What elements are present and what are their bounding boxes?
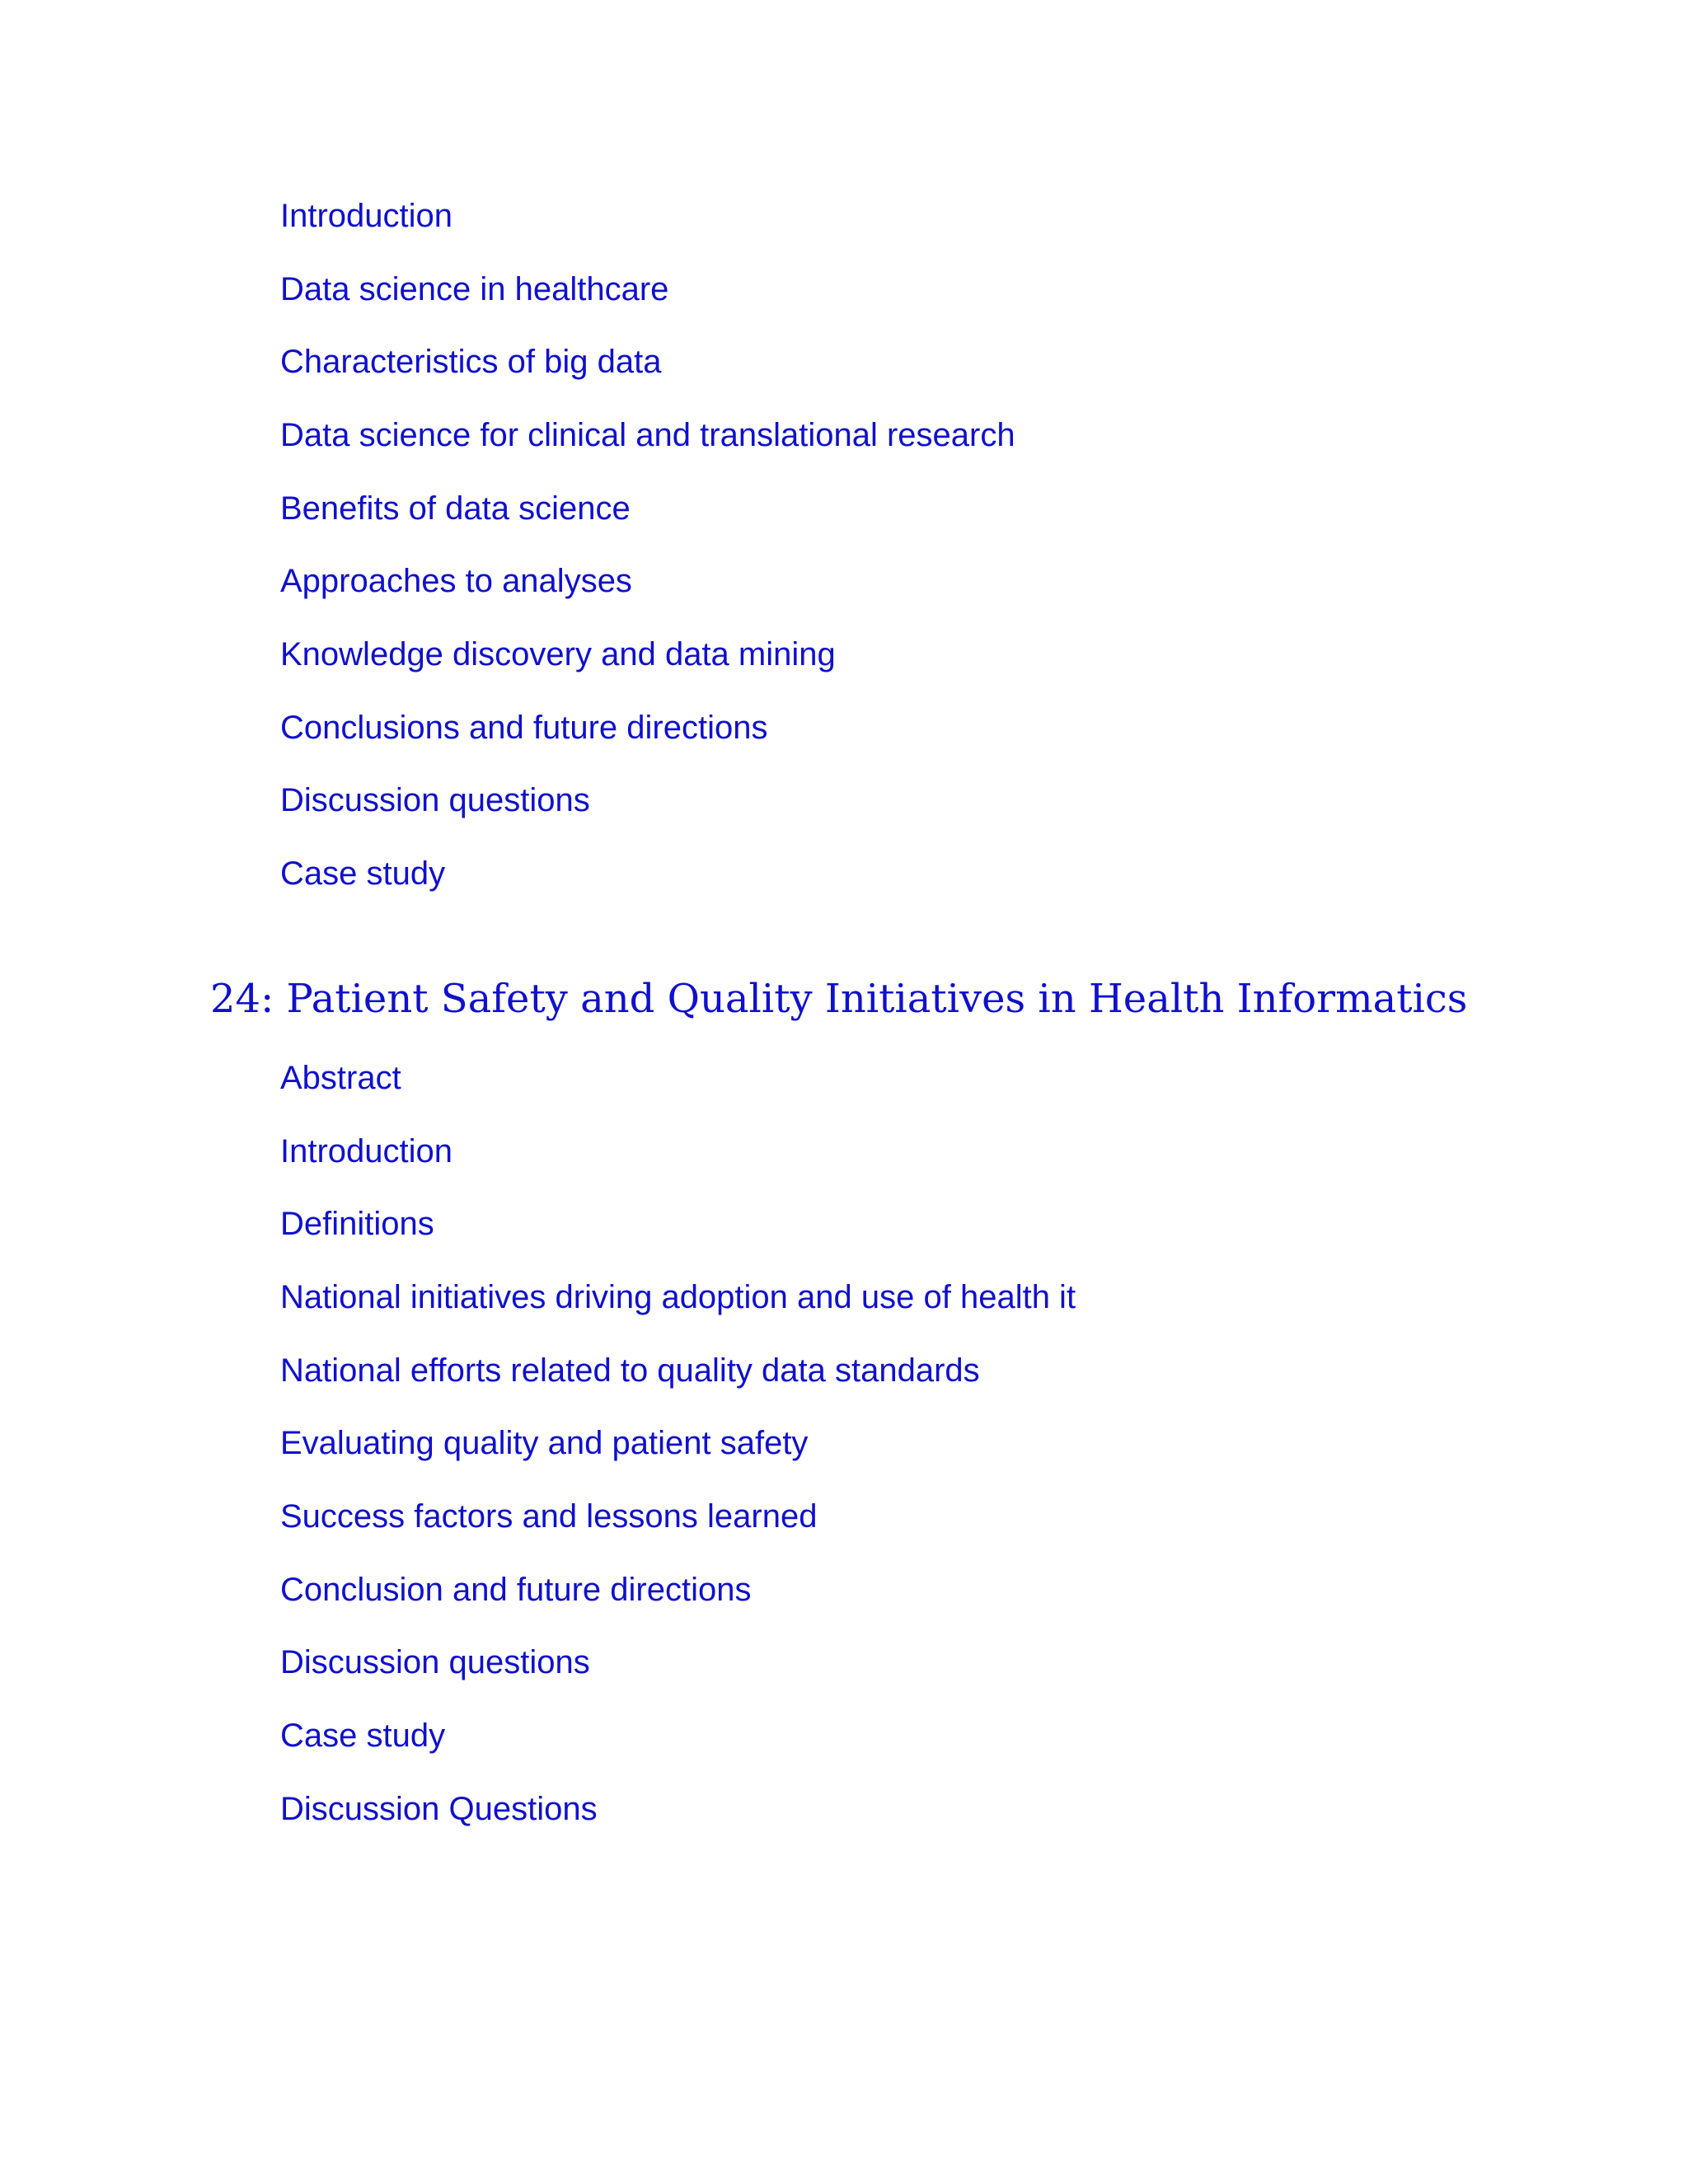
- toc-link-discussion-questions[interactable]: Discussion questions: [280, 782, 590, 818]
- toc-link-knowledge-discovery[interactable]: Knowledge discovery and data mining: [280, 636, 836, 673]
- toc-link-conclusions-future-directions[interactable]: Conclusions and future directions: [280, 710, 768, 746]
- toc-link-ch24-success-factors[interactable]: Success factors and lessons learned: [280, 1498, 818, 1535]
- toc-link-data-science-clinical-research[interactable]: Data science for clinical and translational research: [280, 417, 1015, 453]
- chapter-24-heading[interactable]: 24: Patient Safety and Quality Initiatives in Health Informatics: [210, 976, 1468, 1022]
- toc-link-ch24-discussion-questions-2[interactable]: Discussion Questions: [280, 1791, 598, 1827]
- toc-link-ch24-national-efforts[interactable]: National efforts related to quality data standards: [280, 1352, 980, 1389]
- toc-link-ch24-introduction[interactable]: Introduction: [280, 1133, 453, 1169]
- toc-link-data-science-in-healthcare[interactable]: Data science in healthcare: [280, 271, 669, 307]
- toc-link-case-study[interactable]: Case study: [280, 855, 446, 892]
- toc-link-ch24-conclusion[interactable]: Conclusion and future directions: [280, 1572, 752, 1608]
- toc-link-characteristics-of-big-data[interactable]: Characteristics of big data: [280, 344, 662, 380]
- toc-link-ch24-abstract[interactable]: Abstract: [280, 1060, 401, 1096]
- toc-link-ch24-national-initiatives[interactable]: National initiatives driving adoption and use of health it: [280, 1279, 1076, 1315]
- toc-link-ch24-evaluating-quality[interactable]: Evaluating quality and patient safety: [280, 1425, 809, 1461]
- toc-link-benefits-of-data-science[interactable]: Benefits of data science: [280, 490, 631, 527]
- toc-link-ch24-definitions[interactable]: Definitions: [280, 1206, 434, 1242]
- toc-link-introduction[interactable]: Introduction: [280, 198, 453, 234]
- toc-link-ch24-case-study[interactable]: Case study: [280, 1718, 446, 1754]
- toc-link-ch24-discussion-questions[interactable]: Discussion questions: [280, 1644, 590, 1680]
- toc-link-approaches-to-analyses[interactable]: Approaches to analyses: [280, 563, 632, 599]
